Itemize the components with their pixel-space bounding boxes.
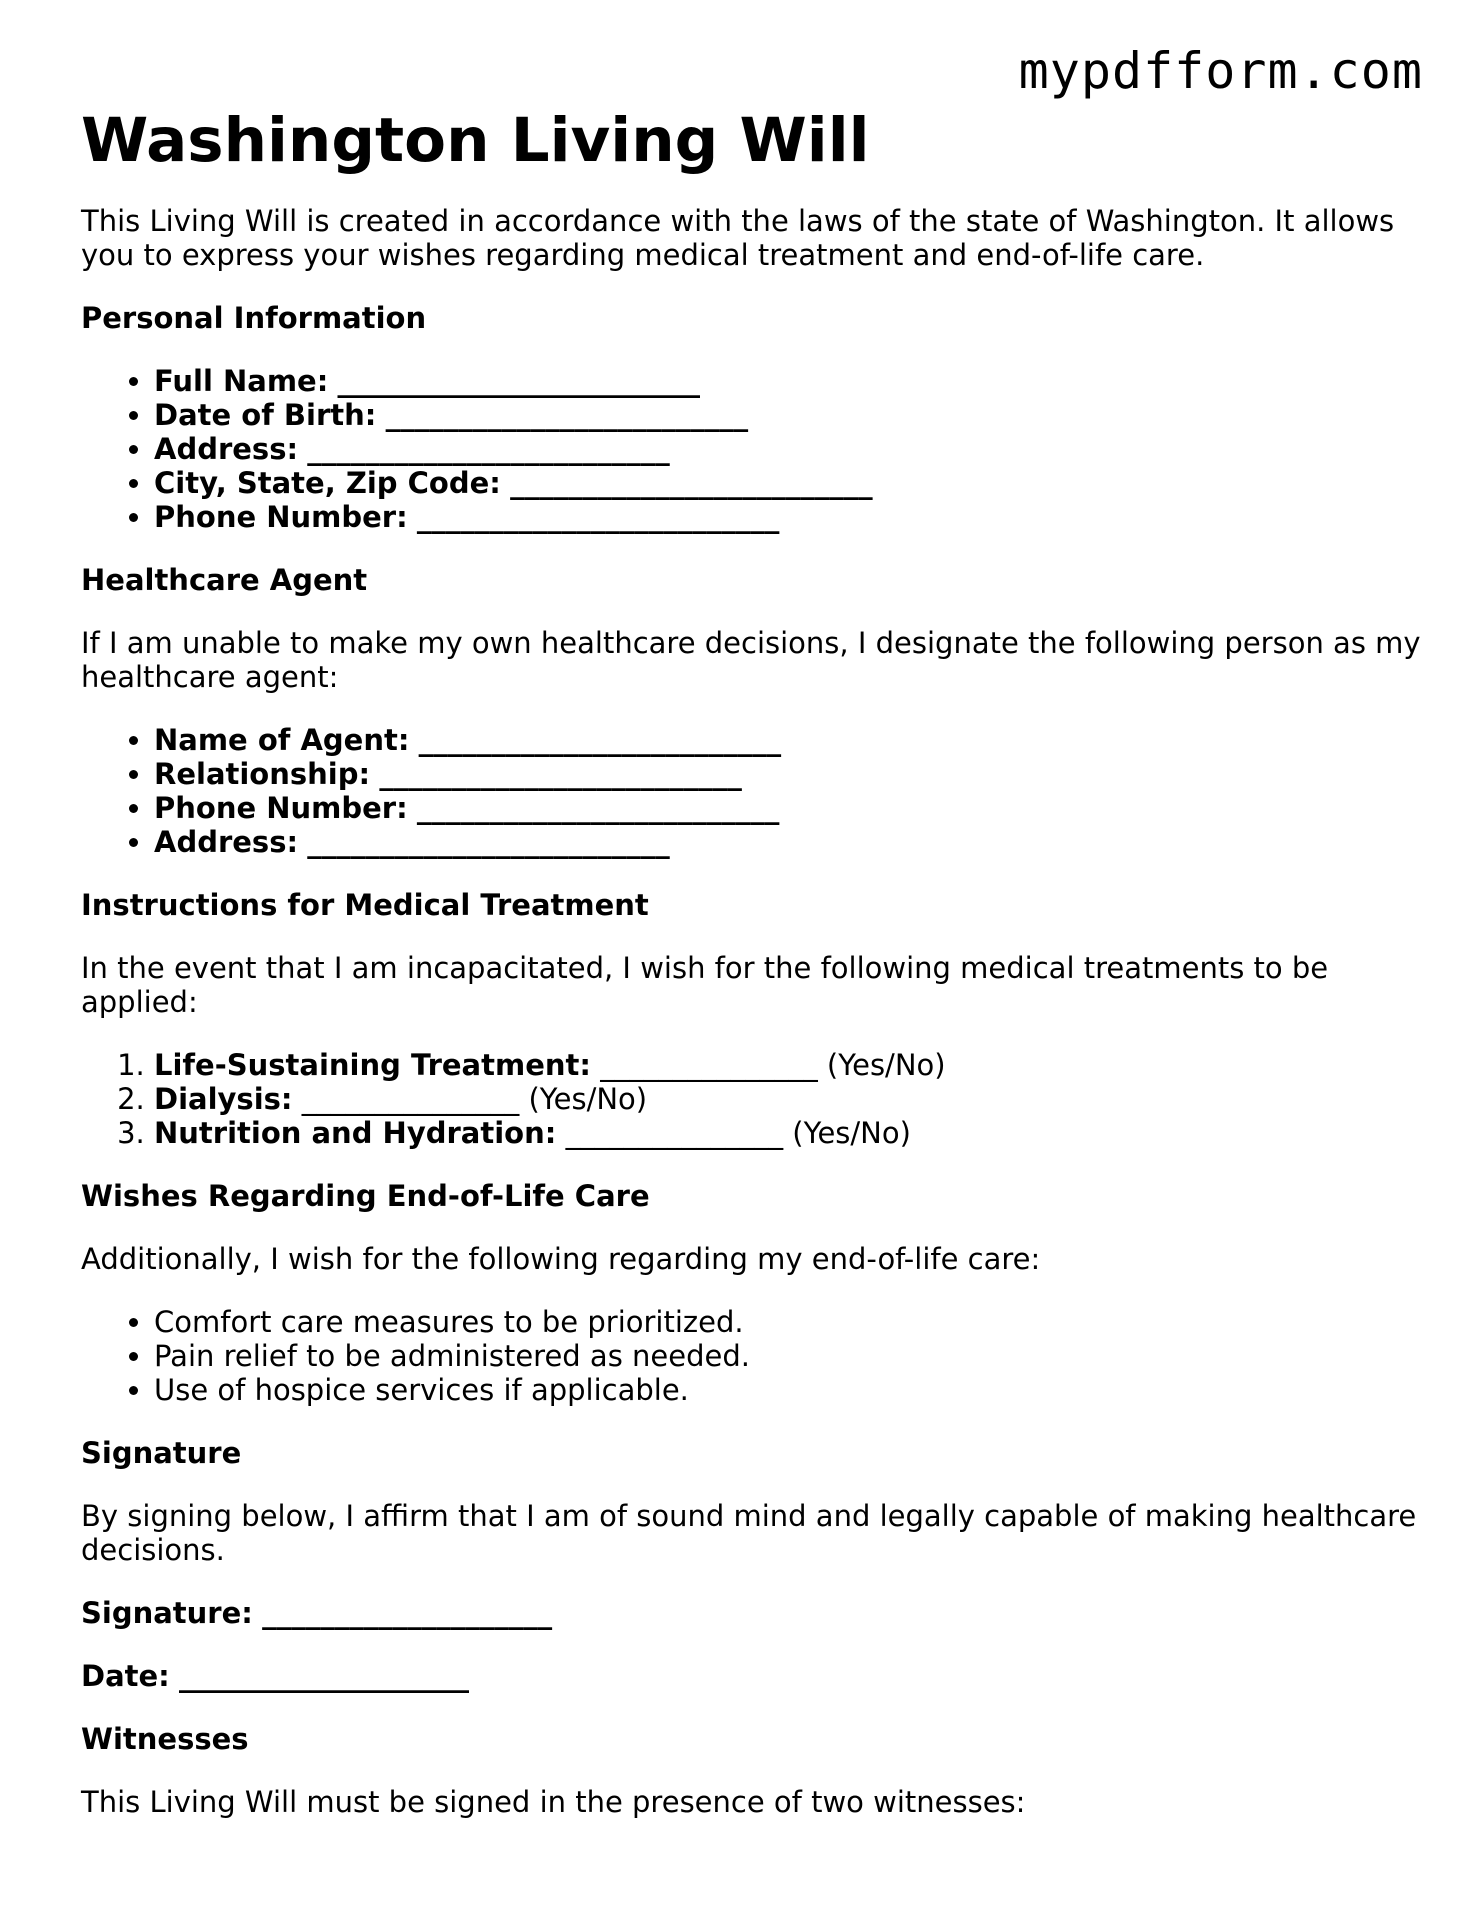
signature-heading: Signature: [81, 1436, 242, 1470]
full-name-blank[interactable]: _________________________: [337, 364, 701, 398]
agent-name-blank[interactable]: _________________________: [418, 723, 782, 757]
address-blank[interactable]: _________________________: [307, 432, 670, 466]
field-label: Date:: [81, 1659, 170, 1693]
list-item: [154, 791, 1421, 825]
list-item: [154, 723, 1421, 757]
life-sustaining-blank[interactable]: _______________: [600, 1048, 818, 1082]
document-page: [81, 100, 1421, 1848]
yes-no-hint: (Yes/No): [826, 1048, 946, 1082]
list-item: [154, 432, 1421, 466]
personal-info-heading: Personal Information: [81, 301, 427, 335]
medical-treatment-paragraph: In the event that I am incapacitated, I wish for the following medical treatments to be applied:: [81, 951, 1329, 1019]
list-item: [154, 1116, 1421, 1150]
dialysis-blank[interactable]: _______________: [301, 1082, 520, 1116]
field-label: Address:: [154, 432, 299, 466]
list-item: [154, 500, 1421, 534]
agent-address-blank[interactable]: _________________________: [307, 825, 670, 859]
healthcare-agent-paragraph: If I am unable to make my own healthcare decisions, I designate the following person as my healthcare agent:: [81, 626, 1421, 694]
field-label: Address:: [154, 825, 299, 859]
field-label: Full Name:: [154, 364, 329, 398]
witnesses-paragraph: This Living Will must be signed in the presence of two witnesses:: [81, 1785, 1026, 1819]
signature-paragraph: By signing below, I affirm that I am of sound mind and legally capable of making healthcare decisions.: [81, 1499, 1417, 1567]
list-item: [154, 364, 1421, 398]
field-label: City, State, Zip Code:: [154, 466, 501, 500]
personal-info-list: [81, 364, 1421, 534]
medical-treatment-heading: Instructions for Medical Treatment: [81, 888, 649, 922]
healthcare-agent-list: [81, 723, 1421, 859]
document-title: Washington Living Will: [81, 105, 870, 176]
site-watermark: mypdfform.com: [1018, 42, 1423, 100]
medical-treatment-list: [81, 1048, 1421, 1150]
phone-number-blank[interactable]: _________________________: [416, 500, 780, 534]
list-item: [154, 825, 1421, 859]
yes-no-hint: (Yes/No): [528, 1082, 648, 1116]
city-state-zip-blank[interactable]: _________________________: [510, 466, 873, 500]
relationship-blank[interactable]: _________________________: [379, 757, 742, 791]
list-item: [154, 1048, 1421, 1082]
date-of-birth-blank[interactable]: _________________________: [385, 398, 749, 432]
list-item: [154, 757, 1421, 791]
agent-phone-blank[interactable]: _________________________: [416, 791, 780, 825]
yes-no-hint: (Yes/No): [792, 1116, 911, 1150]
healthcare-agent-heading: Healthcare Agent: [81, 563, 368, 597]
nutrition-hydration-blank[interactable]: _______________: [565, 1116, 784, 1150]
intro-paragraph: This Living Will is created in accordance with the laws of the state of Washington. It allows you to express your wishes regarding medical treatment and end-of-life care.: [81, 204, 1395, 272]
field-label: Signature:: [81, 1596, 253, 1630]
list-item: [154, 466, 1421, 500]
field-label: Phone Number:: [154, 500, 408, 534]
field-label: Relationship:: [154, 757, 371, 791]
list-item: • Comfort care measures to be prioritized.: [154, 1305, 1421, 1339]
signature-line: [81, 1596, 1421, 1630]
list-item: • Use of hospice services if applicable.: [154, 1373, 1421, 1407]
date-blank[interactable]: ____________________: [179, 1659, 469, 1693]
field-label: Life-Sustaining Treatment:: [154, 1048, 591, 1082]
end-of-life-paragraph: Additionally, I wish for the following regarding my end-of-life care:: [81, 1242, 1041, 1276]
list-item: [154, 398, 1421, 432]
end-of-life-heading: Wishes Regarding End-of-Life Care: [81, 1179, 650, 1213]
signature-blank[interactable]: ____________________: [262, 1596, 553, 1630]
list-item: • Pain relief to be administered as needed.: [154, 1339, 1421, 1373]
list-item: [154, 1082, 1421, 1116]
field-label: Nutrition and Hydration:: [154, 1116, 557, 1150]
end-of-life-list: [81, 1305, 1421, 1407]
field-label: Name of Agent:: [154, 723, 410, 757]
field-label: Phone Number:: [154, 791, 408, 825]
date-line: [81, 1659, 1421, 1693]
field-label: Date of Birth:: [154, 398, 377, 432]
field-label: Dialysis:: [154, 1082, 293, 1116]
witnesses-heading: Witnesses: [81, 1722, 249, 1756]
